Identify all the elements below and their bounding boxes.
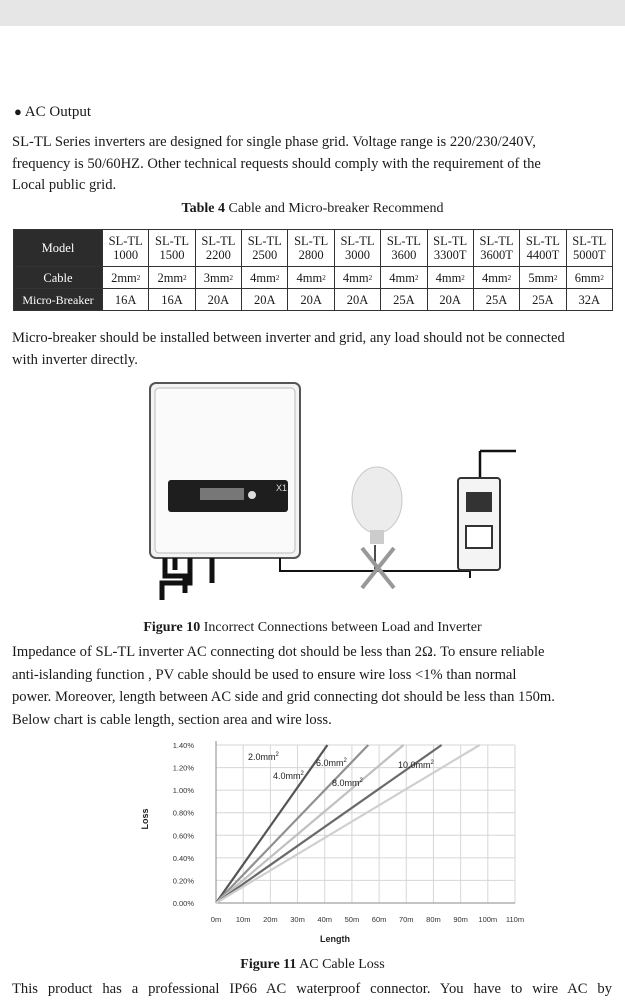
light-bulb-icon — [352, 467, 402, 588]
breaker-cell: 20A — [242, 289, 288, 311]
model-cell — [195, 230, 241, 267]
model-number: 2500 — [252, 248, 278, 262]
breaker-cell: 20A — [334, 289, 380, 311]
breaker-cell: 20A — [195, 289, 241, 311]
model-cell — [473, 230, 519, 267]
y-tick-label: 0.20% — [172, 876, 194, 886]
table-row-breaker — [14, 289, 613, 311]
model-cell — [288, 230, 334, 267]
breaker-cell: 16A — [103, 289, 149, 311]
series-name: 8.0mm — [332, 778, 360, 788]
text-line: Impedance of SL-TL inverter AC connecting dot should be less than 2Ω. To ensure reliable — [12, 644, 545, 660]
series-unit-superscript: 2 — [430, 760, 434, 766]
caption-text: Incorrect Connections between Load and Inverter — [200, 620, 482, 635]
cable-cell — [242, 267, 288, 289]
cable-unit-superscript: 2 — [461, 273, 465, 282]
model-series: SL-TL — [155, 234, 190, 248]
row-label-model: Model — [14, 230, 103, 267]
chart-series — [216, 745, 480, 903]
model-cell — [242, 230, 288, 267]
cable-value: 4mm — [435, 270, 462, 285]
breaker-cell: 25A — [520, 289, 566, 311]
text-line: Below chart is cable length, section area and wire loss. — [12, 711, 332, 728]
model-series: SL-TL — [294, 234, 329, 248]
bullet-glyph: ● — [14, 104, 22, 119]
x-tick-label: 110m — [505, 915, 525, 924]
model-cell — [427, 230, 473, 267]
series-label — [398, 760, 435, 770]
series-name: 4.0mm — [273, 771, 301, 781]
model-series: SL-TL — [525, 234, 560, 248]
breaker-note — [12, 328, 625, 371]
breaker-cell: 16A — [149, 289, 195, 311]
text-line: power. Moreover, length between AC side and grid connecting dot should be less than 150m. — [12, 689, 555, 705]
model-cell — [334, 230, 380, 267]
x-tick-label: 40m — [317, 915, 333, 924]
cable-unit-superscript: 2 — [183, 273, 187, 282]
top-bar — [0, 0, 625, 26]
cable-unit-superscript: 2 — [600, 273, 604, 282]
cable-unit-superscript: 2 — [554, 273, 558, 282]
table-row-cable — [14, 267, 613, 289]
figure10-diagram — [140, 378, 530, 613]
series-label — [273, 771, 305, 781]
cable-cell — [427, 267, 473, 289]
x-tick-label: 50m — [344, 915, 360, 924]
model-series: SL-TL — [340, 234, 375, 248]
series-name: 2.0mm — [248, 752, 276, 762]
model-number: 3300T — [433, 248, 467, 262]
series-unit-superscript: 2 — [343, 758, 347, 764]
breaker-cell: 25A — [473, 289, 519, 311]
series-label — [248, 752, 280, 762]
x-tick-label: 60m — [371, 915, 387, 924]
caption-label: Table 4 — [181, 201, 225, 216]
x-tick-label: 0m — [210, 915, 222, 924]
model-number: 5000T — [572, 248, 606, 262]
x-tick-label: 20m — [263, 915, 278, 924]
text-line: Micro-breaker should be installed between inverter and grid, any load should not be connected — [12, 330, 565, 346]
series-line-10-0mm — [216, 745, 480, 903]
breaker-cell: 32A — [566, 289, 612, 311]
caption-text: Cable and Micro-breaker Recommend — [224, 201, 444, 216]
caption-label: Figure 10 — [143, 620, 201, 635]
text-line: with inverter directly. — [12, 351, 138, 368]
y-tick-label: 0.40% — [172, 853, 194, 863]
cable-cell — [195, 267, 241, 289]
section-title: AC Output — [24, 104, 92, 120]
model-series: SL-TL — [201, 234, 236, 248]
cable-value: 3mm — [203, 270, 230, 285]
model-number: 2800 — [298, 248, 324, 262]
cable-cell — [520, 267, 566, 289]
model-cell — [381, 230, 427, 267]
row-label-breaker: Micro-Breaker — [14, 289, 103, 311]
model-series: SL-TL — [386, 234, 421, 248]
x-tick-label: 80m — [426, 915, 441, 924]
breaker-cell: 25A — [381, 289, 427, 311]
cable-value: 4mm — [389, 270, 415, 285]
y-axis-label: Loss — [140, 808, 150, 830]
model-number: 1000 — [113, 248, 139, 262]
series-name: 6.0mm — [316, 758, 344, 768]
x-tick-label: 100m — [478, 915, 498, 924]
text-line: SL-TL Series inverters are designed for single phase grid. Voltage range is 220/230/240V, — [12, 134, 536, 150]
series-label — [332, 778, 364, 788]
y-tick-label: 1.00% — [172, 786, 194, 796]
series-label — [316, 758, 348, 768]
y-tick-label: 1.40% — [172, 741, 194, 750]
figure10-caption — [0, 620, 625, 636]
cable-unit-superscript: 2 — [136, 273, 141, 282]
breaker-cell: 20A — [288, 289, 334, 311]
model-series: SL-TL — [572, 234, 607, 248]
cable-unit-superscript: 2 — [229, 273, 233, 282]
impedance-paragraph — [12, 641, 622, 731]
breaker-cell: 20A — [427, 289, 473, 311]
x-tick-label: 90m — [453, 915, 468, 924]
cable-cell — [334, 267, 380, 289]
series-unit-superscript: 2 — [275, 752, 279, 758]
y-tick-label: 0.80% — [172, 808, 194, 818]
cable-unit-superscript: 2 — [368, 273, 373, 282]
text-line: frequency is 50/60HZ. Other technical requests should comply with the requirement of the — [12, 155, 541, 172]
model-number: 3600 — [391, 248, 417, 262]
model-cell — [103, 230, 149, 267]
cable-cell — [149, 267, 195, 289]
model-number: 2200 — [205, 248, 231, 262]
x-tick-label: 70m — [398, 915, 414, 924]
device-label: X1 — [276, 483, 288, 493]
cable-cell — [566, 267, 612, 289]
cable-cell — [288, 267, 334, 289]
model-number: 1500 — [159, 248, 185, 262]
cable-value: 4mm — [296, 270, 323, 285]
chart-grid — [216, 741, 515, 903]
x-axis-label: Length — [320, 934, 350, 944]
figure11-caption — [0, 957, 625, 973]
model-cell — [149, 230, 195, 267]
y-tick-label: 0.60% — [172, 831, 194, 841]
model-series: SL-TL — [108, 234, 143, 248]
cable-breaker-table — [13, 229, 613, 311]
y-tick-label: 1.20% — [172, 763, 194, 773]
cable-value: 2mm — [157, 270, 184, 285]
series-unit-superscript: 2 — [300, 771, 304, 777]
breaker-box-icon — [458, 478, 500, 570]
x-tick-label: 10m — [235, 915, 251, 924]
cable-value: 4mm — [481, 270, 508, 285]
cable-unit-superscript: 2 — [275, 273, 280, 282]
model-series: SL-TL — [433, 234, 468, 248]
cable-unit-superscript: 2 — [414, 273, 419, 282]
table-row-model — [14, 230, 613, 267]
cable-value: 4mm — [250, 270, 276, 285]
x-tick-label: 30m — [290, 915, 305, 924]
model-number: 4400T — [526, 248, 560, 262]
cable-unit-superscript: 2 — [507, 273, 512, 282]
series-line-4-0mm — [216, 745, 368, 903]
cable-cell — [103, 267, 149, 289]
cable-cell — [381, 267, 427, 289]
model-cell — [520, 230, 566, 267]
model-number: 3600T — [480, 248, 513, 262]
model-number: 3000 — [344, 248, 370, 262]
ac-cable-loss-chart — [130, 735, 530, 950]
text-line: Local public grid. — [12, 177, 117, 193]
cable-value: 4mm — [342, 270, 369, 285]
cable-value: 5mm — [528, 270, 555, 285]
caption-text: AC Cable Loss — [296, 957, 385, 972]
cable-unit-superscript: 2 — [322, 273, 326, 282]
model-series: SL-TL — [247, 234, 282, 248]
model-series: SL-TL — [479, 234, 514, 248]
cable-cell — [473, 267, 519, 289]
y-tick-label: 0.00% — [172, 899, 194, 908]
cable-value: 2mm — [111, 270, 137, 285]
intro-paragraph — [12, 132, 622, 197]
inverter-icon — [150, 383, 300, 558]
caption-label: Figure 11 — [240, 957, 297, 972]
closing-line: This product has a professional IP66 AC waterproof connector. You have to wire AC by — [12, 981, 612, 997]
cable-value: 6mm — [574, 270, 601, 285]
text-line: anti-islanding function , PV cable should be used to ensure wire loss <1% than normal — [12, 666, 517, 683]
section-heading — [14, 104, 91, 121]
row-label-cable: Cable — [14, 267, 103, 289]
series-unit-superscript: 2 — [359, 778, 363, 784]
series-name: 10.0mm — [398, 760, 431, 770]
model-cell — [566, 230, 612, 267]
table4-caption — [0, 201, 625, 217]
